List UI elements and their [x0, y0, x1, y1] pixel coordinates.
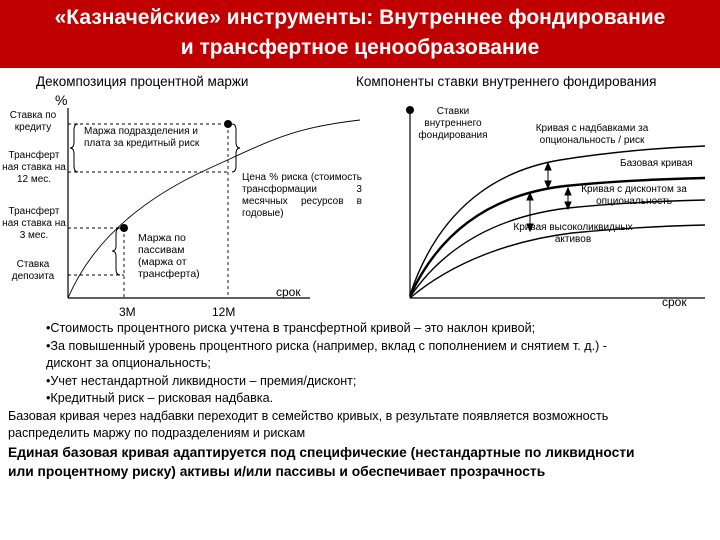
right-arrows — [527, 163, 571, 231]
annotation-liability-margin: Маржа по пассивам (маржа от трансферта) — [138, 232, 200, 280]
bullet-risk-cost: •Стоимость процентного риска учтена в трансфертной кривой – это наклон кривой; — [46, 321, 536, 335]
label-deposit-rate: Ставка депозита — [11, 259, 55, 282]
label-premium-curve: Кривая с надбавками за опциональность / риск — [535, 123, 649, 146]
paragraph-curve-family: Базовая кривая через надбавки переходит в семейство кривых, в результате появляется возможность — [8, 408, 609, 423]
y-unit-label: % — [55, 92, 68, 108]
tick-12m: 12М — [212, 305, 236, 319]
bullet-optionality-cont: дисконт за опциональность; — [46, 356, 211, 370]
label-loan-rate: Ставка по кредиту — [9, 110, 57, 133]
right-chart-heading: Компоненты ставки внутреннего фондирования — [356, 74, 657, 89]
bullet-liquidity: •Учет нестандартной ликвидности – премия/дисконт; — [46, 373, 357, 388]
paragraph-curve-family-cont: распределить маржу по подразделениям и рискам — [8, 426, 306, 440]
bullet-credit-risk: •Кредитный риск – рисковая надбавка. — [46, 391, 274, 405]
left-chart-heading: Декомпозиция процентной маржи — [36, 74, 249, 89]
left-x-axis-label: срок — [276, 285, 301, 299]
curve-discount — [410, 200, 705, 297]
right-x-axis-label: срок — [662, 295, 687, 309]
label-liquid-curve: Кривая высоколиквидных активов — [513, 222, 633, 245]
slide-title-line2: и трансфертное ценообразование — [180, 36, 540, 59]
label-transfer-3m: Трансферт ная ставка на 3 мес. — [2, 206, 66, 241]
bullet-optionality: •За повышенный уровень процентного риска (например, вклад с пополнением и снятием т. д.) - — [46, 338, 607, 353]
conclusion-line1: Единая базовая кривая адаптируется под специфические (нестандартные по ликвидности — [8, 444, 635, 460]
label-funding-rates: Ставки внутреннего фондирования — [418, 106, 488, 141]
body-text — [8, 320, 713, 481]
tick-3m: 3М — [119, 305, 136, 319]
slide-title-line1: «Казначейские» инструменты: Внутреннее фондирование — [54, 6, 666, 29]
label-transfer-12m: Трансферт ная ставка на 12 мес. — [2, 150, 66, 185]
label-discount-curve: Кривая с дисконтом за опциональность — [581, 184, 687, 207]
label-base-curve: Базовая кривая — [620, 158, 693, 169]
annotation-risk-price: Цена % риска (стоимость трансформации 3 месячных ресурсов в годовые) — [242, 172, 362, 219]
annotation-loan-margin: Маржа подразделения и плата за кредитный риск — [84, 126, 200, 149]
conclusion-line2: или процентному риску) активы и/или пассивы и обеспечивает прозрачность — [8, 463, 546, 479]
